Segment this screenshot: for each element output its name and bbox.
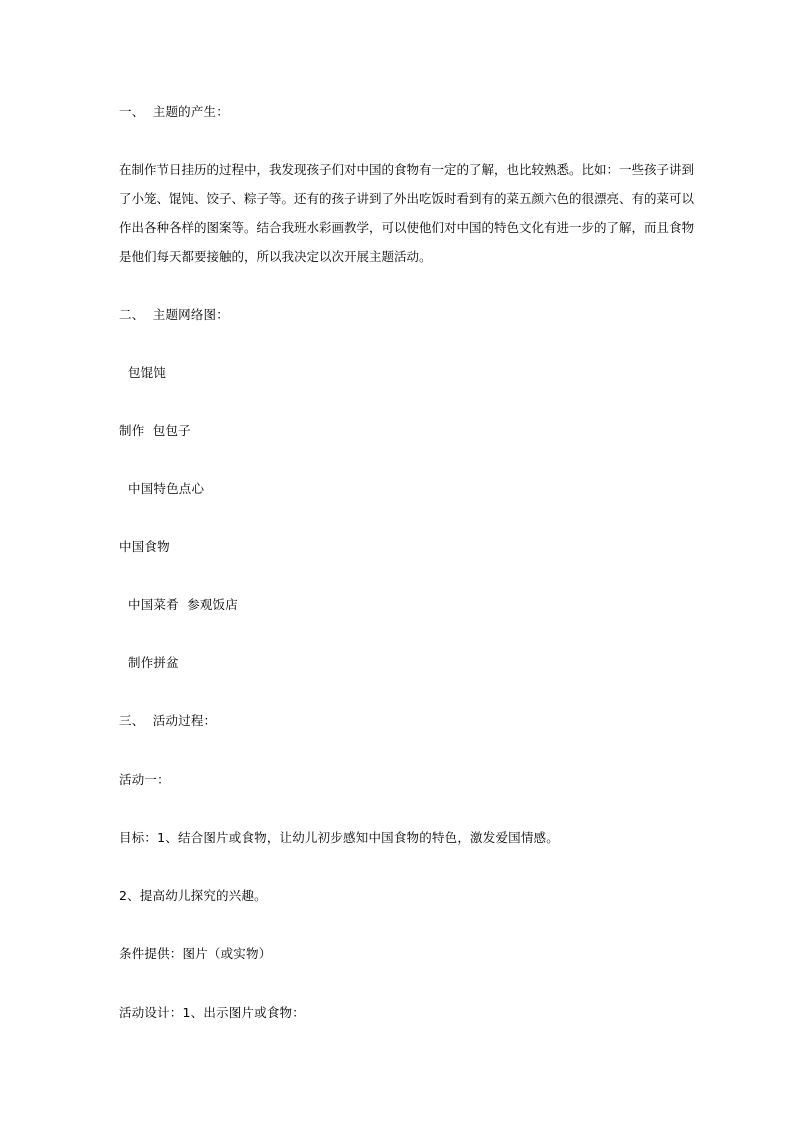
section-heading-network: 二、 主题网络图： [119, 307, 229, 322]
network-item-chinese-food: 中国食物 [119, 539, 170, 554]
section-heading-origin: 一、 主题的产生： [119, 104, 229, 119]
network-item-dishes: 中国菜肴 参观饭店 [128, 597, 238, 612]
paragraph-line-2: 了小笼、馄饨、饺子、粽子等。还有的孩子讲到了外出吃饭时看到有的菜五颜六色的很漂亮、有的菜可以 [119, 191, 695, 206]
activity-conditions: 条件提供：图片（或实物） [119, 946, 272, 961]
activity-title: 活动一： [119, 772, 170, 787]
activity-goal-1: 目标：1、结合图片或食物，让幼儿初步感知中国食物的特色，激发爱国情感。 [119, 830, 559, 845]
network-item-wonton: 包馄饨 [128, 365, 167, 380]
activity-design: 活动设计：1、出示图片或食物： [119, 1005, 305, 1020]
section-heading-process: 三、 活动过程： [119, 713, 217, 728]
activity-goal-2: 2、提高幼儿探究的兴趣。 [119, 888, 267, 903]
paragraph-line-3: 作出各种各样的图案等。结合我班水彩画教学，可以使他们对中国的特色文化有进一步的了解，而且食物 [119, 220, 695, 235]
paragraph-line-4: 是他们每天都要接触的，所以我决定以次开展主题活动。 [119, 249, 432, 264]
network-item-make-baozi: 制作 包包子 [119, 423, 191, 438]
paragraph-line-1: 在制作节日挂历的过程中，我发现孩子们对中国的食物有一定的了解，也比较熟悉。比如：一些孩子讲到 [119, 162, 695, 177]
network-item-snacks: 中国特色点心 [128, 481, 205, 496]
network-item-platter: 制作拼盆 [128, 655, 179, 670]
